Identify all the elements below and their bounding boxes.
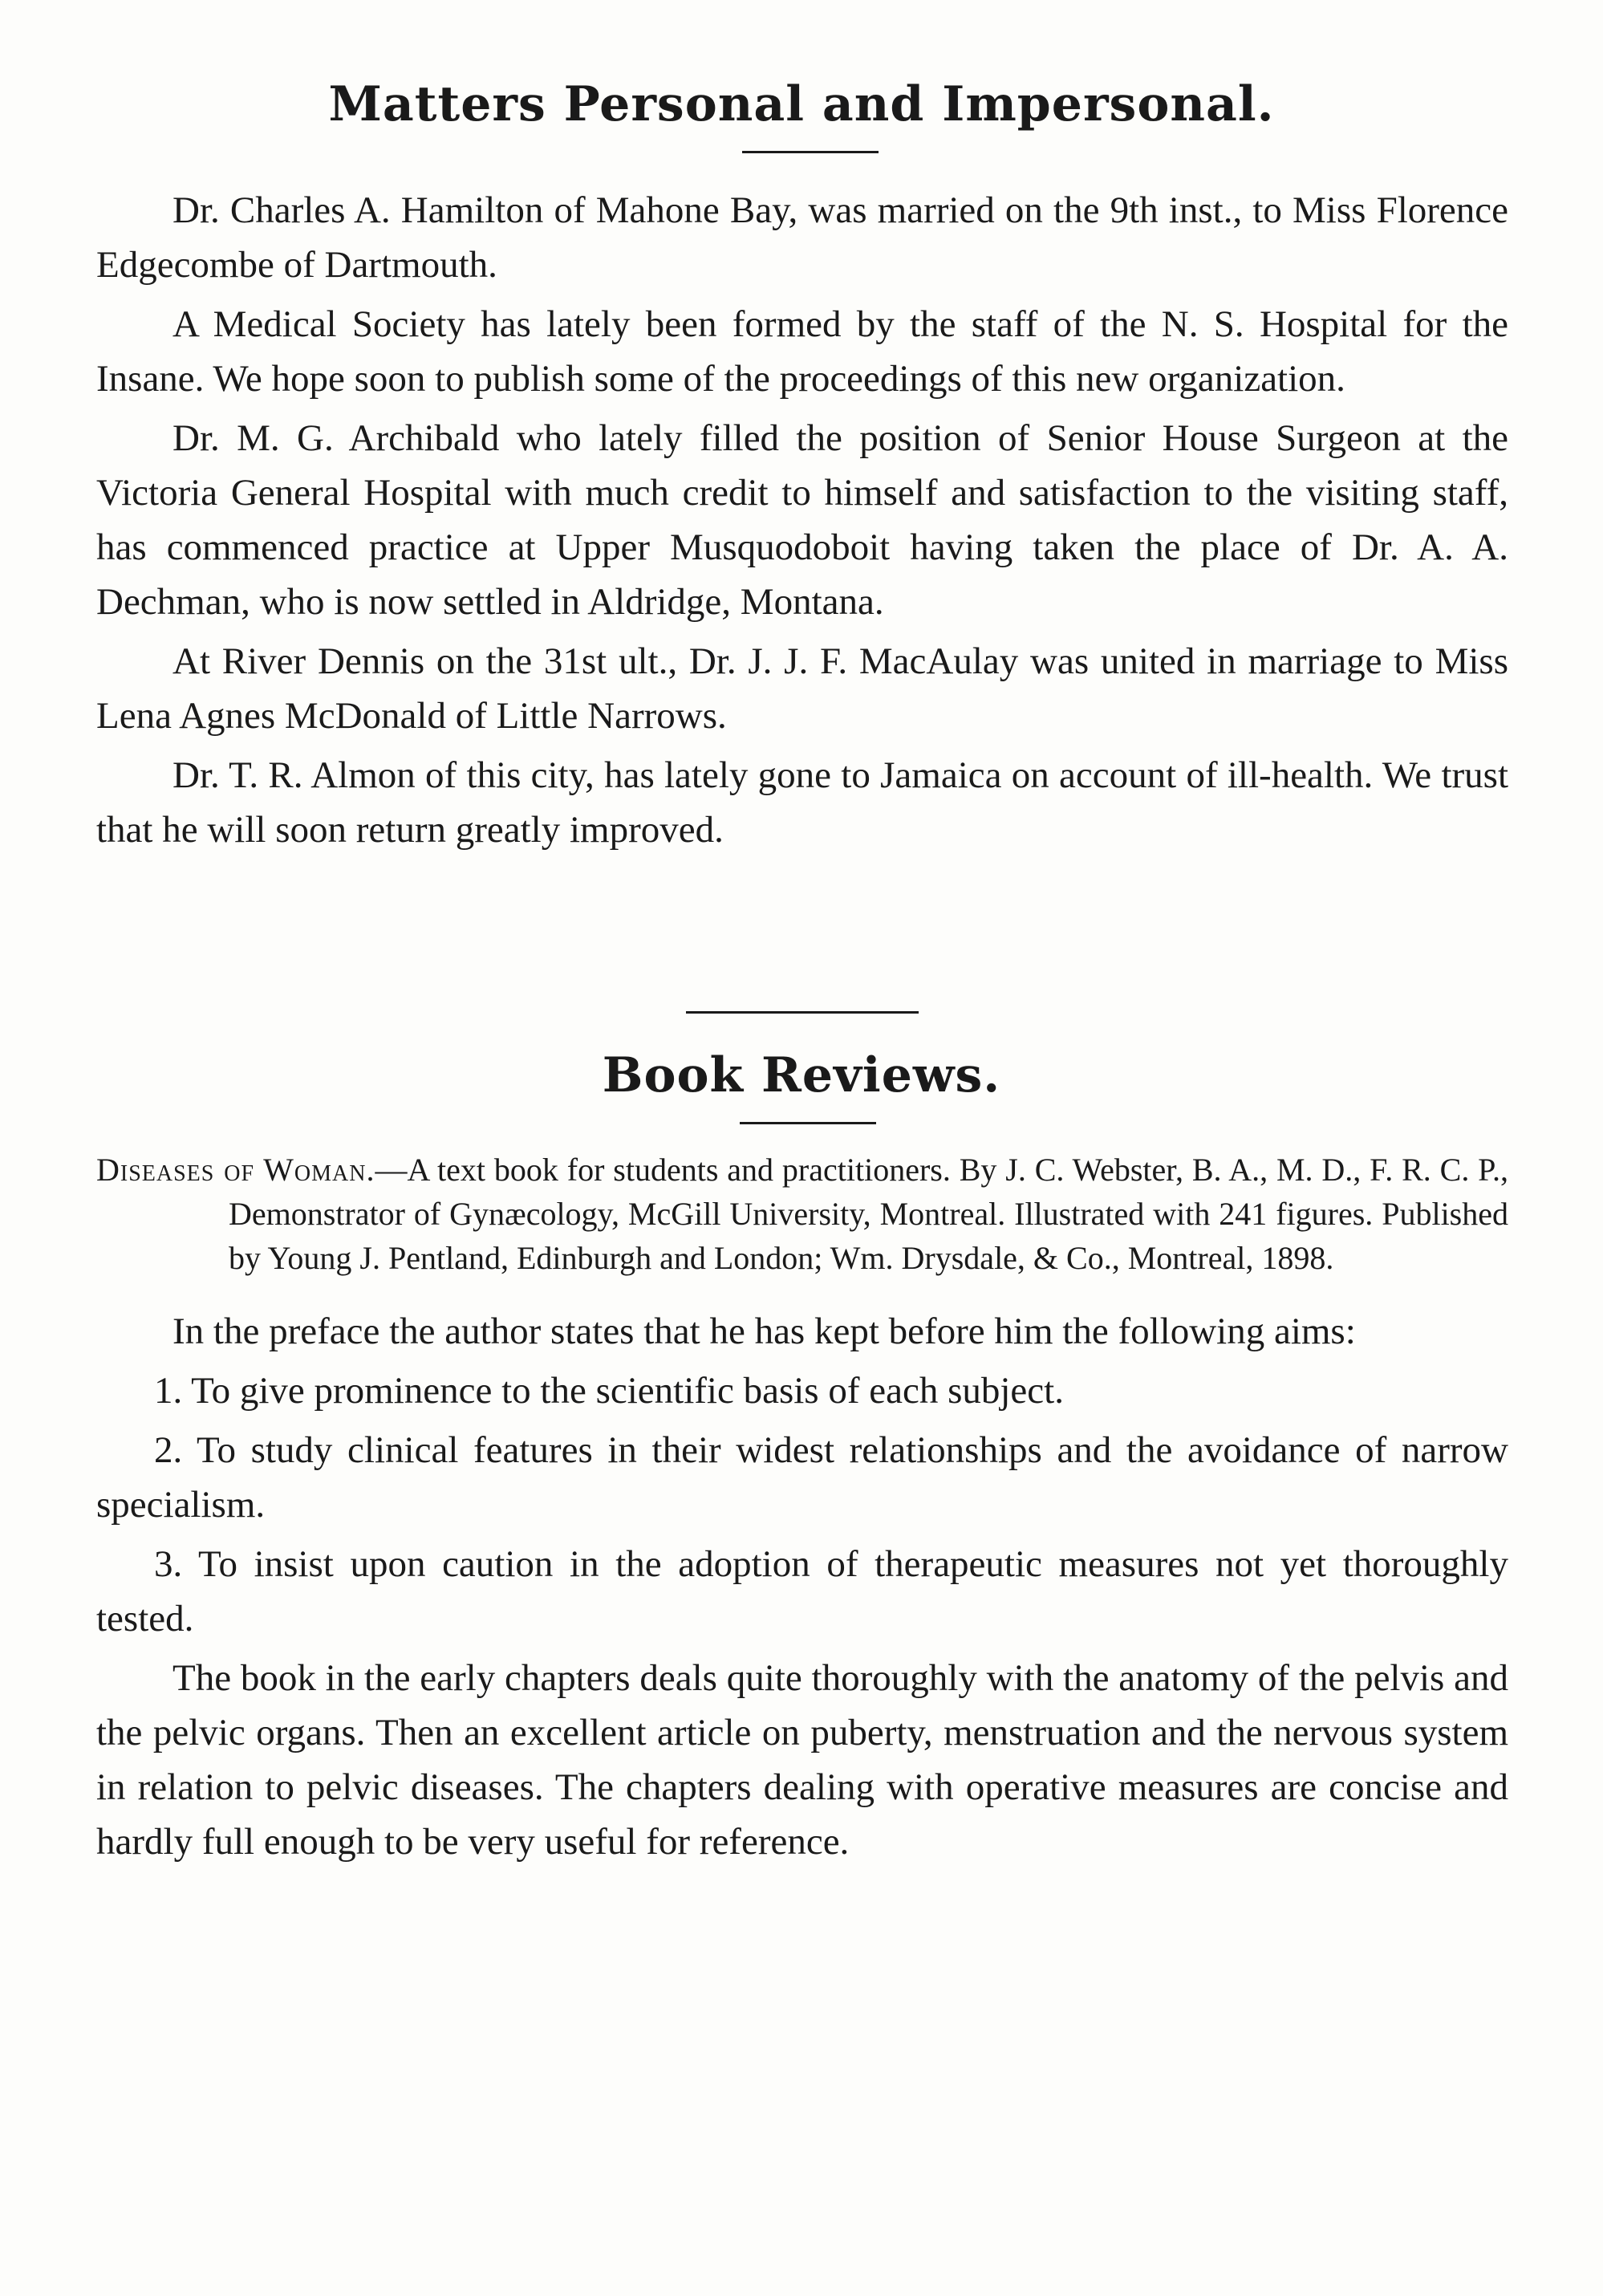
news-paragraph: Dr. T. R. Almon of this city, has lately gone to Jamaica on account of ill-health. We trust that he will soon return greatly improved.	[96, 754, 1508, 851]
title-rule	[740, 1122, 876, 1124]
review-citation-text: —A text book for students and practitioners. By J. C. Webster, B. A., M. D., F. R. C. P., Demonstrator of Gynæcology, McGill University, Montreal. Illustrated with 241 figures. Published by Young J. Pentland, Edinburgh and London; Wm. Drysdale, & Co., Montreal, 1898.	[229, 1152, 1508, 1276]
section-title-matters: Matters Personal and Impersonal.	[328, 76, 1275, 132]
aim-item: 2. To study clinical features in their widest relationships and the avoidance of narrow specialism.	[96, 1429, 1508, 1526]
section-divider	[686, 1011, 919, 1014]
aim-item: 3. To insist upon caution in the adoption of therapeutic measures not yet thoroughly tested.	[96, 1543, 1508, 1640]
section-matters-body	[96, 183, 1508, 862]
review-title: Diseases of Woman.	[96, 1152, 375, 1188]
section-title-book-reviews: Book Reviews.	[602, 1047, 1001, 1103]
section-reviews-body	[96, 1148, 1508, 1874]
review-paragraph: In the preface the author states that he has kept before him the following aims:	[172, 1311, 1356, 1352]
review-paragraph: The book in the early chapters deals quite thoroughly with the anatomy of the pelvis and the pelvic organs. Then an excellent article on puberty, menstruation and the nervous system in relation to pelvic diseases. The chapters dealing with operative measures are concise and hardly full enough to be very useful for reference.	[96, 1657, 1508, 1863]
news-paragraph: Dr. M. G. Archibald who lately filled the position of Senior House Surgeon at the Victoria General Hospital with much credit to himself and satisfaction to the visiting staff, has commenced practice at Upper Musquodoboit having taken the place of Dr. A. A. Dechman, who is now settled in Aldridge, Montana.	[96, 417, 1508, 623]
news-paragraph: Dr. Charles A. Hamilton of Mahone Bay, was married on the 9th inst., to Miss Florence Edgecombe of Dartmouth.	[96, 189, 1508, 286]
title-rule	[742, 151, 879, 153]
aim-item: 1. To give prominence to the scientific basis of each subject.	[154, 1370, 1064, 1412]
news-paragraph: A Medical Society has lately been formed by the staff of the N. S. Hospital for the Insane. We hope soon to publish some of the proceedings of this new organization.	[96, 303, 1508, 400]
news-paragraph: At River Dennis on the 31st ult., Dr. J. J. F. MacAulay was united in marriage to Miss Lena Agnes McDonald of Little Narrows.	[96, 640, 1508, 737]
review-citation	[96, 1148, 1508, 1280]
